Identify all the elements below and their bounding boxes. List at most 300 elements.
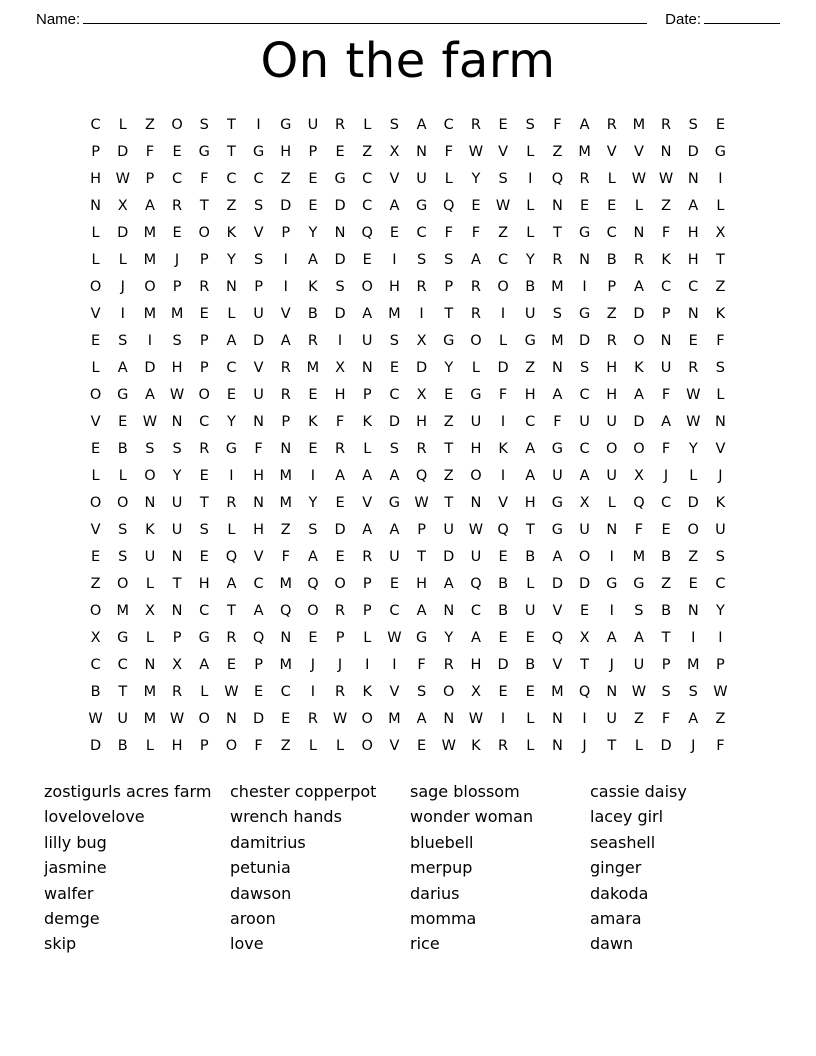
- grid-cell[interactable]: Z: [144, 117, 155, 133]
- grid-cell[interactable]: L: [526, 144, 535, 160]
- grid-cell[interactable]: D: [687, 144, 699, 160]
- grid-cell[interactable]: H: [416, 576, 428, 592]
- grid-cell[interactable]: E: [389, 225, 399, 241]
- grid-cell[interactable]: X: [144, 603, 155, 619]
- grid-cell[interactable]: S: [308, 522, 318, 538]
- word-list-item[interactable]: ginger: [590, 858, 642, 878]
- grid-cell[interactable]: T: [226, 144, 236, 160]
- grid-cell[interactable]: Q: [497, 522, 509, 538]
- grid-cell[interactable]: H: [253, 468, 265, 484]
- grid-cell[interactable]: R: [226, 495, 237, 511]
- grid-cell[interactable]: G: [117, 387, 129, 403]
- grid-cell[interactable]: I: [310, 468, 316, 484]
- grid-cell[interactable]: Y: [444, 360, 454, 376]
- grid-cell[interactable]: Z: [280, 738, 291, 754]
- grid-cell[interactable]: U: [361, 333, 373, 349]
- grid-cell[interactable]: R: [661, 117, 672, 133]
- grid-cell[interactable]: E: [688, 576, 698, 592]
- grid-cell[interactable]: A: [688, 711, 699, 727]
- grid-cell[interactable]: R: [443, 657, 454, 673]
- word-list-item[interactable]: lovelovelove: [44, 807, 145, 827]
- grid-cell[interactable]: D: [252, 333, 265, 349]
- grid-cell[interactable]: D: [660, 738, 672, 754]
- grid-cell[interactable]: A: [362, 306, 373, 322]
- grid-cell[interactable]: I: [365, 657, 370, 673]
- grid-cell[interactable]: C: [525, 414, 536, 430]
- grid-cell[interactable]: G: [714, 144, 727, 160]
- word-list-item[interactable]: petunia: [230, 858, 291, 878]
- grid-cell[interactable]: A: [389, 468, 400, 484]
- grid-cell[interactable]: B: [661, 549, 672, 565]
- grid-cell[interactable]: F: [661, 441, 671, 457]
- grid-cell[interactable]: G: [334, 171, 346, 187]
- grid-cell[interactable]: A: [416, 711, 427, 727]
- word-list-item[interactable]: dakoda: [590, 883, 649, 903]
- grid-cell[interactable]: I: [256, 117, 261, 133]
- grid-cell[interactable]: E: [172, 225, 182, 241]
- grid-cell[interactable]: C: [416, 225, 427, 241]
- grid-cell[interactable]: C: [226, 171, 237, 187]
- grid-cell[interactable]: R: [552, 252, 563, 268]
- grid-cell[interactable]: F: [145, 144, 155, 160]
- grid-cell[interactable]: P: [444, 279, 454, 295]
- grid-cell[interactable]: I: [310, 684, 316, 700]
- grid-cell[interactable]: D: [388, 414, 400, 430]
- grid-cell[interactable]: U: [416, 171, 427, 187]
- grid-cell[interactable]: C: [280, 684, 291, 700]
- grid-cell[interactable]: R: [335, 684, 346, 700]
- grid-cell[interactable]: E: [308, 387, 318, 403]
- grid-cell[interactable]: Y: [715, 603, 725, 619]
- grid-cell[interactable]: J: [663, 468, 669, 484]
- grid-cell[interactable]: F: [254, 738, 263, 754]
- grid-cell[interactable]: E: [90, 441, 101, 457]
- grid-cell[interactable]: J: [691, 738, 696, 754]
- grid-cell[interactable]: T: [118, 684, 128, 700]
- grid-cell[interactable]: W: [387, 630, 402, 646]
- grid-cell[interactable]: S: [416, 684, 427, 700]
- grid-cell[interactable]: D: [633, 306, 645, 322]
- grid-cell[interactable]: M: [686, 657, 700, 673]
- grid-cell[interactable]: N: [416, 144, 427, 160]
- grid-cell[interactable]: R: [172, 198, 183, 214]
- grid-cell[interactable]: R: [362, 549, 373, 565]
- grid-cell[interactable]: V: [552, 603, 563, 619]
- grid-cell[interactable]: P: [661, 657, 671, 673]
- grid-cell[interactable]: M: [306, 360, 320, 376]
- grid-cell[interactable]: F: [553, 414, 562, 430]
- grid-cell[interactable]: S: [525, 117, 535, 133]
- grid-cell[interactable]: T: [607, 738, 617, 754]
- grid-cell[interactable]: E: [579, 198, 590, 214]
- grid-cell[interactable]: L: [607, 171, 616, 187]
- grid-cell[interactable]: B: [606, 252, 617, 268]
- grid-cell[interactable]: E: [498, 630, 508, 646]
- grid-cell[interactable]: S: [118, 549, 128, 565]
- grid-cell[interactable]: H: [171, 360, 183, 376]
- grid-cell[interactable]: I: [582, 279, 587, 295]
- grid-cell[interactable]: L: [526, 225, 535, 241]
- grid-cell[interactable]: B: [498, 576, 509, 592]
- grid-cell[interactable]: U: [389, 549, 400, 565]
- grid-cell[interactable]: L: [689, 468, 698, 484]
- grid-cell[interactable]: F: [661, 225, 671, 241]
- grid-cell[interactable]: E: [308, 171, 318, 187]
- grid-cell[interactable]: V: [253, 549, 264, 565]
- grid-cell[interactable]: S: [715, 549, 726, 565]
- grid-cell[interactable]: D: [334, 522, 346, 538]
- grid-cell[interactable]: W: [169, 387, 185, 403]
- grid-cell[interactable]: K: [715, 495, 726, 511]
- grid-cell[interactable]: M: [551, 684, 564, 700]
- grid-cell[interactable]: S: [688, 684, 698, 700]
- grid-cell[interactable]: S: [253, 198, 264, 214]
- grid-cell[interactable]: F: [634, 522, 644, 538]
- grid-cell[interactable]: N: [687, 306, 699, 322]
- grid-cell[interactable]: F: [335, 414, 345, 430]
- grid-cell[interactable]: W: [686, 414, 701, 430]
- grid-cell[interactable]: A: [144, 198, 155, 214]
- grid-cell[interactable]: R: [199, 441, 210, 457]
- grid-cell[interactable]: N: [144, 657, 156, 673]
- grid-cell[interactable]: F: [716, 333, 725, 349]
- grid-cell[interactable]: F: [716, 738, 725, 754]
- grid-cell[interactable]: V: [253, 225, 264, 241]
- grid-cell[interactable]: B: [90, 684, 101, 700]
- grid-cell[interactable]: Y: [444, 630, 454, 646]
- grid-cell[interactable]: Z: [280, 522, 291, 538]
- grid-cell[interactable]: V: [389, 738, 400, 754]
- grid-cell[interactable]: E: [90, 333, 101, 349]
- grid-cell[interactable]: G: [606, 576, 618, 592]
- grid-cell[interactable]: S: [172, 333, 182, 349]
- grid-cell[interactable]: R: [633, 252, 644, 268]
- grid-cell[interactable]: Q: [415, 468, 428, 484]
- grid-cell[interactable]: N: [171, 549, 183, 565]
- grid-cell[interactable]: A: [144, 387, 155, 403]
- grid-cell[interactable]: O: [361, 279, 373, 295]
- grid-cell[interactable]: E: [715, 117, 725, 133]
- grid-cell[interactable]: Q: [443, 198, 455, 214]
- grid-cell[interactable]: F: [444, 144, 453, 160]
- grid-cell[interactable]: U: [253, 306, 264, 322]
- grid-cell[interactable]: T: [715, 252, 725, 268]
- grid-cell[interactable]: C: [715, 576, 726, 592]
- grid-cell[interactable]: H: [388, 279, 400, 295]
- grid-cell[interactable]: G: [198, 630, 210, 646]
- grid-cell[interactable]: A: [226, 333, 237, 349]
- grid-cell[interactable]: A: [606, 630, 617, 646]
- grid-cell[interactable]: I: [528, 171, 533, 187]
- grid-cell[interactable]: N: [551, 711, 563, 727]
- grid-cell[interactable]: M: [143, 711, 157, 727]
- date-input-line[interactable]: [704, 9, 780, 24]
- grid-cell[interactable]: Y: [226, 414, 236, 430]
- grid-cell[interactable]: S: [634, 603, 644, 619]
- grid-cell[interactable]: D: [117, 144, 129, 160]
- grid-cell[interactable]: J: [310, 657, 316, 673]
- grid-cell[interactable]: A: [552, 387, 563, 403]
- grid-cell[interactable]: T: [417, 549, 426, 565]
- grid-cell[interactable]: S: [199, 522, 209, 538]
- grid-cell[interactable]: P: [308, 144, 318, 160]
- grid-cell[interactable]: K: [661, 252, 671, 268]
- grid-cell[interactable]: D: [497, 657, 509, 673]
- grid-cell[interactable]: Q: [551, 630, 564, 646]
- grid-cell[interactable]: E: [281, 711, 291, 727]
- word-list-item[interactable]: skip: [44, 934, 77, 954]
- grid-cell[interactable]: N: [687, 171, 699, 187]
- grid-cell[interactable]: N: [660, 333, 672, 349]
- grid-cell[interactable]: E: [118, 414, 128, 430]
- grid-cell[interactable]: F: [661, 711, 671, 727]
- grid-cell[interactable]: W: [414, 495, 429, 511]
- grid-cell[interactable]: C: [199, 603, 210, 619]
- grid-cell[interactable]: E: [308, 198, 318, 214]
- grid-cell[interactable]: P: [145, 171, 155, 187]
- grid-cell[interactable]: B: [307, 306, 318, 322]
- grid-cell[interactable]: L: [91, 252, 100, 268]
- grid-cell[interactable]: G: [388, 495, 401, 511]
- grid-cell[interactable]: M: [170, 306, 184, 322]
- grid-cell[interactable]: I: [718, 630, 723, 646]
- grid-cell[interactable]: L: [118, 252, 127, 268]
- word-list-item[interactable]: wrench hands: [230, 807, 342, 827]
- grid-cell[interactable]: K: [362, 684, 372, 700]
- grid-cell[interactable]: G: [578, 225, 591, 241]
- grid-cell[interactable]: Z: [443, 414, 454, 430]
- grid-cell[interactable]: N: [90, 198, 101, 214]
- grid-cell[interactable]: O: [89, 603, 102, 619]
- grid-cell[interactable]: S: [172, 441, 182, 457]
- grid-cell[interactable]: Q: [225, 549, 238, 565]
- grid-cell[interactable]: I: [500, 711, 506, 727]
- grid-cell[interactable]: A: [226, 576, 237, 592]
- grid-cell[interactable]: Y: [688, 441, 698, 457]
- grid-cell[interactable]: E: [471, 198, 481, 214]
- grid-cell[interactable]: K: [226, 225, 237, 241]
- grid-cell[interactable]: F: [553, 117, 562, 133]
- grid-cell[interactable]: O: [89, 279, 102, 295]
- grid-cell[interactable]: S: [715, 360, 726, 376]
- grid-cell[interactable]: U: [307, 117, 319, 133]
- grid-cell[interactable]: O: [497, 279, 509, 295]
- grid-cell[interactable]: I: [582, 711, 587, 727]
- word-list-item[interactable]: sage blossom: [410, 782, 520, 801]
- grid-cell[interactable]: X: [90, 630, 101, 646]
- word-list-item[interactable]: aroon: [230, 908, 276, 928]
- grid-cell[interactable]: R: [470, 306, 481, 322]
- grid-cell[interactable]: C: [389, 603, 400, 619]
- grid-cell[interactable]: P: [281, 225, 291, 241]
- grid-cell[interactable]: M: [388, 711, 401, 727]
- grid-cell[interactable]: N: [144, 495, 156, 511]
- grid-cell[interactable]: I: [609, 549, 614, 565]
- grid-cell[interactable]: A: [579, 117, 590, 133]
- grid-cell[interactable]: I: [337, 333, 343, 349]
- grid-cell[interactable]: K: [634, 360, 644, 376]
- grid-cell[interactable]: H: [470, 441, 482, 457]
- grid-cell[interactable]: R: [606, 333, 617, 349]
- grid-cell[interactable]: I: [283, 252, 288, 268]
- grid-cell[interactable]: E: [416, 738, 427, 754]
- grid-cell[interactable]: G: [524, 333, 536, 349]
- word-list-item[interactable]: demge: [44, 908, 100, 928]
- grid-cell[interactable]: T: [580, 657, 589, 673]
- grid-cell[interactable]: O: [89, 387, 102, 403]
- grid-cell[interactable]: N: [687, 603, 699, 619]
- grid-cell[interactable]: Z: [525, 360, 536, 376]
- grid-cell[interactable]: C: [226, 360, 237, 376]
- grid-cell[interactable]: N: [361, 360, 373, 376]
- grid-cell[interactable]: O: [117, 495, 129, 511]
- grid-cell[interactable]: A: [633, 630, 644, 646]
- grid-cell[interactable]: H: [416, 414, 428, 430]
- grid-cell[interactable]: D: [89, 738, 102, 754]
- word-list-item[interactable]: merpup: [410, 858, 473, 878]
- grid-cell[interactable]: E: [389, 360, 399, 376]
- grid-cell[interactable]: R: [172, 684, 183, 700]
- grid-cell[interactable]: L: [634, 738, 643, 754]
- grid-cell[interactable]: S: [416, 252, 427, 268]
- grid-cell[interactable]: I: [392, 252, 397, 268]
- grid-cell[interactable]: G: [633, 576, 645, 592]
- grid-cell[interactable]: F: [661, 387, 671, 403]
- grid-cell[interactable]: S: [389, 117, 400, 133]
- grid-cell[interactable]: K: [362, 414, 372, 430]
- grid-cell[interactable]: U: [715, 522, 726, 538]
- grid-cell[interactable]: N: [443, 603, 455, 619]
- grid-cell[interactable]: R: [416, 279, 427, 295]
- grid-cell[interactable]: A: [443, 576, 454, 592]
- grid-cell[interactable]: I: [718, 171, 723, 187]
- grid-cell[interactable]: U: [606, 468, 618, 484]
- grid-cell[interactable]: W: [88, 711, 103, 727]
- grid-cell[interactable]: E: [525, 684, 535, 700]
- grid-cell[interactable]: V: [389, 684, 400, 700]
- grid-cell[interactable]: A: [661, 414, 672, 430]
- grid-cell[interactable]: O: [144, 279, 156, 295]
- grid-cell[interactable]: L: [91, 360, 100, 376]
- grid-cell[interactable]: E: [199, 306, 209, 322]
- grid-cell[interactable]: A: [307, 549, 318, 565]
- grid-cell[interactable]: S: [118, 522, 128, 538]
- grid-cell[interactable]: P: [716, 657, 725, 673]
- word-list-item[interactable]: dawn: [590, 934, 634, 954]
- grid-cell[interactable]: L: [363, 441, 372, 457]
- grid-cell[interactable]: G: [470, 387, 482, 403]
- grid-cell[interactable]: T: [525, 522, 535, 538]
- grid-cell[interactable]: A: [199, 657, 210, 673]
- grid-cell[interactable]: P: [254, 657, 263, 673]
- grid-cell[interactable]: W: [495, 198, 511, 214]
- grid-cell[interactable]: H: [90, 171, 102, 187]
- grid-cell[interactable]: L: [716, 387, 725, 403]
- grid-cell[interactable]: O: [117, 576, 129, 592]
- grid-cell[interactable]: X: [117, 198, 128, 214]
- grid-cell[interactable]: R: [606, 117, 617, 133]
- grid-cell[interactable]: M: [279, 576, 292, 592]
- grid-cell[interactable]: L: [607, 495, 616, 511]
- grid-cell[interactable]: P: [335, 630, 345, 646]
- grid-cell[interactable]: W: [169, 711, 185, 727]
- grid-cell[interactable]: C: [389, 387, 400, 403]
- grid-cell[interactable]: M: [279, 657, 292, 673]
- grid-cell[interactable]: I: [500, 468, 506, 484]
- grid-cell[interactable]: N: [551, 738, 563, 754]
- grid-cell[interactable]: Z: [715, 711, 726, 727]
- grid-cell[interactable]: G: [225, 441, 238, 457]
- grid-cell[interactable]: E: [90, 549, 101, 565]
- grid-cell[interactable]: E: [525, 630, 535, 646]
- grid-cell[interactable]: V: [498, 495, 509, 511]
- word-list-item[interactable]: darius: [410, 883, 460, 903]
- grid-cell[interactable]: E: [172, 144, 182, 160]
- grid-cell[interactable]: C: [253, 576, 264, 592]
- grid-cell[interactable]: L: [200, 684, 209, 700]
- grid-cell[interactable]: C: [606, 225, 617, 241]
- grid-cell[interactable]: T: [444, 495, 454, 511]
- grid-cell[interactable]: C: [498, 252, 509, 268]
- grid-cell[interactable]: U: [443, 522, 455, 538]
- grid-cell[interactable]: N: [714, 414, 726, 430]
- grid-cell[interactable]: U: [171, 495, 183, 511]
- grid-cell[interactable]: M: [116, 603, 129, 619]
- grid-cell[interactable]: G: [280, 117, 292, 133]
- grid-cell[interactable]: R: [335, 441, 346, 457]
- grid-cell[interactable]: R: [335, 117, 346, 133]
- grid-cell[interactable]: N: [606, 522, 618, 538]
- grid-cell[interactable]: O: [361, 711, 373, 727]
- grid-cell[interactable]: H: [470, 657, 482, 673]
- grid-cell[interactable]: Y: [308, 225, 318, 241]
- grid-cell[interactable]: V: [90, 306, 101, 322]
- grid-cell[interactable]: E: [226, 387, 236, 403]
- grid-cell[interactable]: H: [253, 522, 265, 538]
- grid-cell[interactable]: U: [524, 306, 536, 322]
- grid-cell[interactable]: K: [715, 306, 726, 322]
- grid-cell[interactable]: E: [498, 684, 508, 700]
- grid-cell[interactable]: V: [498, 144, 509, 160]
- word-list-item[interactable]: lilly bug: [44, 832, 107, 852]
- grid-cell[interactable]: D: [551, 576, 563, 592]
- grid-cell[interactable]: I: [500, 306, 506, 322]
- grid-cell[interactable]: I: [392, 657, 397, 673]
- grid-cell[interactable]: R: [307, 711, 318, 727]
- grid-cell[interactable]: E: [335, 144, 345, 160]
- grid-cell[interactable]: L: [526, 711, 535, 727]
- grid-cell[interactable]: L: [227, 522, 236, 538]
- grid-cell[interactable]: Y: [226, 252, 236, 268]
- grid-cell[interactable]: L: [118, 468, 127, 484]
- grid-cell[interactable]: M: [578, 144, 591, 160]
- word-list-item[interactable]: bluebell: [410, 832, 474, 852]
- grid-cell[interactable]: H: [334, 387, 346, 403]
- grid-cell[interactable]: F: [417, 657, 426, 673]
- grid-cell[interactable]: Z: [688, 549, 699, 565]
- grid-cell[interactable]: U: [606, 414, 618, 430]
- grid-cell[interactable]: W: [713, 684, 728, 700]
- grid-cell[interactable]: I: [120, 306, 125, 322]
- grid-cell[interactable]: Q: [578, 684, 591, 700]
- grid-cell[interactable]: D: [117, 225, 129, 241]
- grid-cell[interactable]: E: [308, 630, 318, 646]
- grid-cell[interactable]: Y: [471, 171, 481, 187]
- grid-cell[interactable]: X: [389, 144, 400, 160]
- grid-cell[interactable]: H: [687, 225, 699, 241]
- grid-cell[interactable]: N: [606, 684, 618, 700]
- grid-cell[interactable]: Z: [633, 711, 644, 727]
